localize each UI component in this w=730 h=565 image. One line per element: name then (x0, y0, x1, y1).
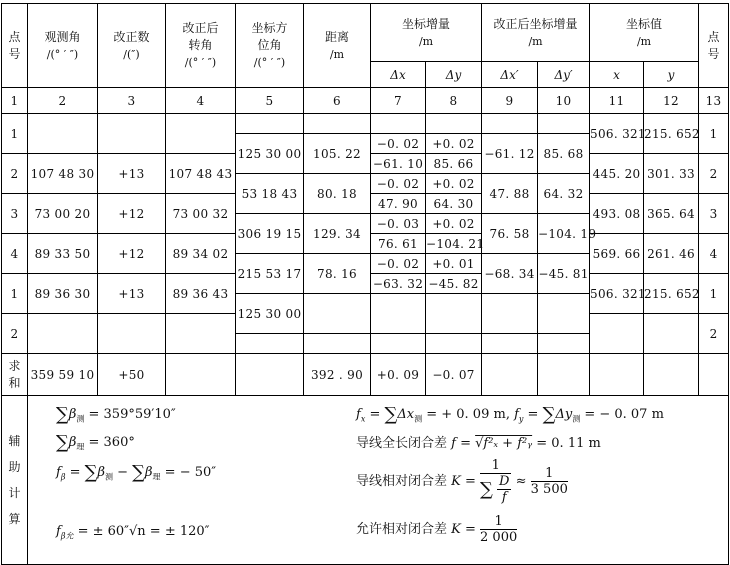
aux-area (28, 396, 728, 564)
sum-symbol: ∑ (132, 462, 146, 483)
sqrt-expression: √f²ₓ + f²ᵧ (475, 436, 533, 451)
subscript: 测 (414, 414, 423, 424)
header-point-right-text: 点 号 (707, 29, 720, 61)
sum-observed-angle: 359 59 10 (28, 354, 98, 396)
dx-cell: −61. 10 (371, 154, 426, 174)
column-index-row (2, 88, 729, 114)
f-symbol: f (56, 524, 61, 539)
header-dx: Δx (371, 62, 426, 88)
subscript: β允 (60, 531, 74, 541)
azimuth-cell: 215 53 17 (236, 254, 304, 294)
station-point-right: 1 (699, 274, 729, 314)
beta-symbol: β (68, 407, 77, 422)
dy-cell: −45. 82 (426, 274, 482, 294)
fraction-allowable (480, 514, 517, 545)
f-symbol: f (356, 407, 361, 422)
header-distance (304, 4, 371, 88)
blank-cell (426, 114, 482, 134)
index-cell: 10 (538, 88, 590, 114)
header-observed-angle-unit: /(° ′ ″) (46, 47, 79, 61)
header-x: x (590, 62, 644, 88)
blank-cell (538, 334, 590, 354)
coord-x-cell (590, 314, 644, 354)
formula-allowable-relative (356, 514, 517, 545)
delta-symbol: Δy (555, 407, 573, 422)
index-cell: 7 (371, 88, 426, 114)
coord-y-cell: 261. 46 (644, 234, 699, 274)
dx-correction-cell: −0. 02 (371, 254, 426, 274)
dx-corrected-cell: 47. 88 (482, 174, 538, 214)
observed-angle-cell (28, 314, 98, 354)
station-point: 2 (2, 314, 28, 354)
dy-correction-cell: +0. 02 (426, 174, 482, 194)
dx-corrected-cell: 76. 58 (482, 214, 538, 254)
coord-x-cell: 493. 08 (590, 194, 644, 234)
formula-allowable-misclosure (56, 524, 210, 542)
coord-y-cell: 365. 64 (644, 194, 699, 234)
subscript: 理 (76, 442, 85, 452)
dy-correction-cell (426, 294, 482, 334)
f-symbol: f (451, 436, 456, 451)
blank-cell (236, 334, 304, 354)
corrected-angle-cell (166, 114, 236, 154)
sum-symbol: ∑ (542, 404, 556, 425)
index-cell: 5 (236, 88, 304, 114)
blank-cell (699, 354, 729, 396)
header-dy-corrected: Δy′ (538, 62, 590, 88)
header-coordinates (590, 4, 699, 62)
header-azimuth-title1: 坐标方 (251, 21, 288, 35)
index-cell: 3 (98, 88, 166, 114)
subscript: 测 (76, 414, 85, 424)
header-increment-title: 坐标增量 (402, 16, 451, 31)
fraction-denominator (480, 474, 511, 505)
subscript: β (60, 472, 66, 482)
index-cell: 4 (166, 88, 236, 114)
dx-correction-cell: −0. 03 (371, 214, 426, 234)
index-cell: 8 (426, 88, 482, 114)
dy-corrected-cell (538, 294, 590, 334)
header-azimuth (236, 4, 304, 88)
aux-computation-cell (28, 396, 729, 565)
sum-label (2, 354, 28, 396)
header-point-right (699, 4, 729, 88)
sum-distance: 392 . 90 (304, 354, 371, 396)
k-symbol: K (451, 474, 461, 489)
blank-cell (304, 114, 371, 134)
header-corrected-angle-title2: 转角 (188, 38, 213, 52)
sum-correction: +50 (98, 354, 166, 396)
formula-operator: ≈ (515, 474, 531, 489)
azimuth-cell: 125 30 00 (236, 134, 304, 174)
formula-coordinate-misclosure (356, 404, 664, 425)
formula-value: = 360° (84, 435, 135, 450)
coord-y-cell: 215. 652 (644, 114, 699, 154)
correction-cell: +12 (98, 234, 166, 274)
blank-cell (644, 354, 699, 396)
distance-cell: 105. 22 (304, 134, 371, 174)
header-corrected-angle (166, 4, 236, 88)
dx-cell: −63. 32 (371, 274, 426, 294)
dy-cell: 85. 66 (426, 154, 482, 174)
header-y: y (644, 62, 699, 88)
header-coordinates-unit: /m (636, 34, 652, 48)
index-cell: 1 (2, 88, 28, 114)
header-corrected-increment (482, 4, 590, 62)
header-correction-unit: /(″) (123, 47, 140, 61)
station-point-right: 2 (699, 314, 729, 354)
station-point: 1 (2, 274, 28, 314)
fraction-numerator: 1 (480, 514, 517, 530)
sum-dy: −0. 07 (426, 354, 482, 396)
header-dx-corrected: Δx′ (482, 62, 538, 88)
traverse-table (1, 3, 729, 565)
formula-value: = + 0. 09 m, (422, 407, 515, 422)
fraction-relative (480, 458, 511, 505)
observed-angle-cell: 89 36 30 (28, 274, 98, 314)
beta-symbol: β (68, 435, 77, 450)
header-correction (98, 4, 166, 88)
formula-value: = 359°59′10″ (84, 407, 176, 422)
station-point: 4 (2, 234, 28, 274)
dx-cell: 76. 61 (371, 234, 426, 254)
header-dy: Δy (426, 62, 482, 88)
dy-corrected-cell: −104. 19 (538, 214, 590, 254)
dy-corrected-cell: 85. 68 (538, 134, 590, 174)
formula-value: = 0. 11 m (532, 436, 601, 451)
dy-correction-cell: +0. 02 (426, 134, 482, 154)
index-cell: 9 (482, 88, 538, 114)
f-symbol: f (56, 465, 61, 480)
dx-corrected-cell: −61. 12 (482, 134, 538, 174)
corrected-angle-cell: 107 48 43 (166, 154, 236, 194)
inner-numerator: D (499, 474, 510, 489)
header-correction-title: 改正数 (113, 29, 150, 44)
station-point: 1 (2, 114, 28, 154)
formula-operator: − (112, 465, 133, 480)
f-symbol: f (514, 407, 519, 422)
corrected-angle-cell: 73 00 32 (166, 194, 236, 234)
header-point-text: 点 号 (8, 29, 21, 61)
station-point-right: 4 (699, 234, 729, 274)
formula-relative-misclosure (356, 458, 568, 505)
formula-operator: = (365, 407, 385, 422)
index-cell: 6 (304, 88, 371, 114)
subscript: 测 (104, 472, 113, 482)
formula-label: 允许相对闭合差 (356, 522, 452, 537)
blank-cell (236, 354, 304, 396)
dy-correction-cell: +0. 01 (426, 254, 482, 274)
fraction-result (531, 466, 568, 497)
formula-operator: = (523, 407, 543, 422)
subscript: 理 (152, 472, 161, 482)
station-point: 3 (2, 194, 28, 234)
dy-cell: 64. 30 (426, 194, 482, 214)
sum-symbol: ∑ (56, 432, 69, 453)
index-cell: 12 (644, 88, 699, 114)
header-increment-unit: /m (418, 34, 434, 48)
station-point: 2 (2, 154, 28, 194)
formula-sum-theoretical (56, 432, 135, 453)
dy-corrected-cell: −45. 81 (538, 254, 590, 294)
fraction-denominator: 3 500 (530, 482, 568, 497)
header-distance-unit: /m (329, 47, 345, 61)
distance-cell: 80. 18 (304, 174, 371, 214)
formula-value: = − 0. 07 m (580, 407, 664, 422)
coord-y-cell: 215. 652 (644, 274, 699, 314)
beta-symbol: β (97, 465, 105, 480)
header-observed-angle-title: 观测角 (44, 29, 81, 44)
sum-dx: +0. 09 (371, 354, 426, 396)
coord-x-cell: 506. 321 (590, 274, 644, 314)
corrected-angle-cell: 89 34 02 (166, 234, 236, 274)
correction-cell: +12 (98, 194, 166, 234)
formula-total-misclosure (356, 432, 601, 451)
header-corrected-increment-title: 改正后坐标增量 (493, 16, 578, 31)
header-increment (371, 4, 482, 62)
index-cell: 11 (590, 88, 644, 114)
formula-angular-misclosure (56, 462, 216, 483)
header-distance-title: 距离 (324, 29, 349, 44)
fraction-numerator: 1 (531, 466, 568, 482)
dx-correction-cell: −0. 02 (371, 134, 426, 154)
blank-cell (371, 334, 426, 354)
dy-correction-cell: +0. 02 (426, 214, 482, 234)
blank-cell (482, 114, 538, 134)
subscript: 测 (572, 414, 581, 424)
formula-value: = − 50″ (160, 465, 217, 480)
coord-x-cell: 569. 66 (590, 234, 644, 274)
formula-value: = ± 60″√n = ± 120″ (73, 524, 210, 539)
distance-cell (304, 294, 371, 334)
blank-cell (166, 354, 236, 396)
k-symbol: K (451, 522, 461, 537)
dx-corrected-cell: −68. 34 (482, 254, 538, 294)
subscript: y (518, 414, 524, 424)
dx-correction-cell (371, 294, 426, 334)
dy-cell: −104. 21 (426, 234, 482, 254)
blank-cell (304, 334, 371, 354)
observed-angle-cell: 89 33 50 (28, 234, 98, 274)
formula-label: 导线相对闭合差 (356, 474, 452, 489)
subscript: x (360, 414, 366, 424)
blank-cell (590, 354, 644, 396)
beta-symbol: β (145, 465, 153, 480)
header-point (2, 4, 28, 88)
dx-cell: 47. 90 (371, 194, 426, 214)
corrected-angle-cell: 89 36 43 (166, 274, 236, 314)
sum-symbol: ∑ (480, 479, 493, 500)
station-point-right: 3 (699, 194, 729, 234)
header-corrected-angle-unit: /(° ′ ″) (184, 56, 217, 69)
coord-y-cell: 301. 33 (644, 154, 699, 194)
azimuth-cell: 53 18 43 (236, 174, 304, 214)
coord-y-cell (644, 314, 699, 354)
azimuth-cell: 306 19 15 (236, 214, 304, 254)
dx-correction-cell: −0. 02 (371, 174, 426, 194)
correction-cell (98, 314, 166, 354)
azimuth-cell: 125 30 00 (236, 294, 304, 334)
station-point-right: 2 (699, 154, 729, 194)
blank-cell (236, 114, 304, 134)
observed-angle-cell (28, 114, 98, 154)
delta-symbol: Δx (397, 407, 415, 422)
index-cell: 13 (699, 88, 729, 114)
fraction-numerator: 1 (480, 458, 511, 474)
header-corrected-increment-unit: /m (528, 34, 543, 48)
sum-label-text: 求 和 (8, 358, 21, 390)
header-coordinates-title: 坐标值 (626, 16, 663, 31)
sum-symbol: ∑ (56, 404, 69, 425)
inner-denominator: f (501, 490, 507, 505)
observed-angle-cell: 73 00 20 (28, 194, 98, 234)
blank-cell (426, 334, 482, 354)
correction-cell (98, 114, 166, 154)
header-observed-angle (28, 4, 98, 88)
formula-operator: = (460, 522, 481, 537)
sum-symbol: ∑ (384, 404, 398, 425)
station-point-right: 1 (699, 114, 729, 154)
header-azimuth-unit: /(° ′ ″) (253, 56, 286, 69)
coord-x-cell: 506. 321 (590, 114, 644, 154)
corrected-angle-cell (166, 314, 236, 354)
blank-cell (538, 354, 590, 396)
blank-cell (482, 354, 538, 396)
formula-operator: = (65, 465, 85, 480)
header-corrected-angle-title1: 改正后 (182, 21, 219, 35)
coord-x-cell: 445. 20 (590, 154, 644, 194)
dx-corrected-cell (482, 294, 538, 334)
header-azimuth-title2: 位角 (257, 38, 282, 52)
aux-label-text: 辅 助 计 算 (8, 434, 21, 526)
distance-cell: 129. 34 (304, 214, 371, 254)
aux-row (2, 396, 729, 565)
formula-operator: = (455, 436, 476, 451)
index-cell: 2 (28, 88, 98, 114)
distance-cell: 78. 16 (304, 254, 371, 294)
dy-corrected-cell: 64. 32 (538, 174, 590, 214)
blank-cell (538, 114, 590, 134)
sum-symbol: ∑ (84, 462, 98, 483)
correction-cell: +13 (98, 154, 166, 194)
inner-fraction (497, 474, 511, 505)
sum-row (2, 354, 729, 396)
observed-angle-cell: 107 48 30 (28, 154, 98, 194)
blank-cell (482, 334, 538, 354)
blank-cell (371, 114, 426, 134)
correction-cell: +13 (98, 274, 166, 314)
aux-label (2, 396, 28, 565)
formula-sum-measured (56, 404, 176, 425)
fraction-denominator: 2 000 (480, 530, 518, 545)
formula-operator: = (460, 474, 481, 489)
formula-label: 导线全长闭合差 (356, 436, 452, 451)
